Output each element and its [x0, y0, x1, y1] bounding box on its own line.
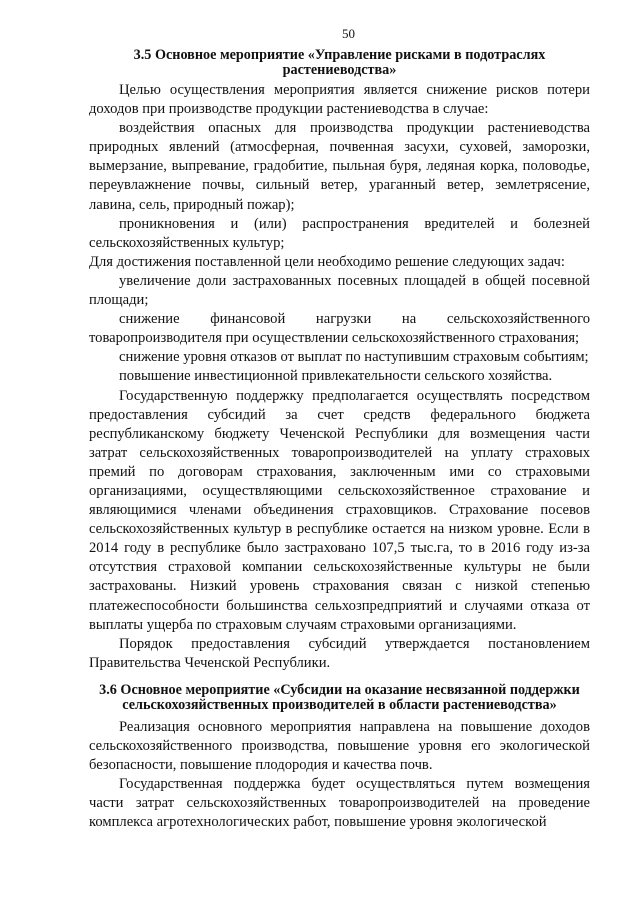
- paragraph: снижение уровня отказов от выплат по наступившим страховым событиям;: [119, 349, 589, 366]
- paragraph: Государственную поддержку предполагается осуществлять посредством предоставления субсидий за счет средств федерального бюджета республиканскому бюджету Чеченской Республики для возмещения части затрат сельскохозяйственных товаропроизводителей на уплату страховых премий по договорам страхования, заключенным ими со страховыми организациями, осуществляющими сельскохозяйственное страхование и являющимися членами объединения страховщиков. Страхование посевов сельскохозяйственных культур в республике остается на низком уровне. Если в 2014 году в республике было застраховано 107,5 тыс.га, то в 2016 году из-за отсутствия страховой компании сельскохозяйственные культуры не были застрахованы. Низкий уровень страхования связан с низкой степенью платежеспособности большинства сельхозпредприятий и случаями отказа от выплаты ущерба по страховым случаям страховыми организациями.: [89, 387, 590, 633]
- paragraph: Порядок предоставления субсидий утверждается постановлением Правительства Чеченской Республики.: [89, 635, 590, 671]
- paragraph: повышение инвестиционной привлекательности сельского хозяйства.: [119, 368, 553, 385]
- paragraph: воздействия опасных для производства продукции растениеводства природных явлений (атмосферная, почвенная засухи, суховей, заморозки, вымерзание, выпревание, градобитие, пыльная буря, ледяная корка, половодье, переувлажнение почвы, сильный ветер, ураганный ветер, землетрясение, лавина, сель, природный пожар);: [89, 120, 590, 213]
- paragraph: проникновения и (или) распространения вредителей и болезней сельскохозяйственных культур;: [89, 215, 590, 251]
- section-heading-3-6: 3.6 Основное мероприятие «Субсидии на оказание несвязанной поддержки сельскохозяйственных производителей в области растениеводства»: [99, 681, 580, 713]
- page-number: 50: [342, 26, 355, 41]
- paragraph: снижение финансовой нагрузки на сельскохозяйственного товаропроизводителя при осуществлении сельскохозяйственного страхования;: [89, 311, 590, 347]
- section-heading-3-5: 3.5 Основное мероприятие «Управление рисками в подотраслях растениеводства»: [133, 47, 546, 78]
- paragraph: увеличение доли застрахованных посевных площадей в общей посевной площади;: [89, 272, 590, 309]
- paragraph: Целью осуществления мероприятия является снижение рисков потери доходов при производстве продукции растениеводства в случае:: [89, 82, 590, 118]
- paragraph: Для достижения поставленной цели необходимо решение следующих задач:: [89, 253, 565, 270]
- paragraph: Реализация основного мероприятия направлена на повышение доходов сельскохозяйственного производства, повышение уровня его экологической безопасности, повышение плодородия и качества почв.: [89, 718, 590, 774]
- paragraph: Государственная поддержка будет осуществляться путем возмещения части затрат сельскохозяйственных товаропроизводителей на проведение комплекса агротехнологических работ, повышение уровня экологической: [89, 776, 590, 831]
